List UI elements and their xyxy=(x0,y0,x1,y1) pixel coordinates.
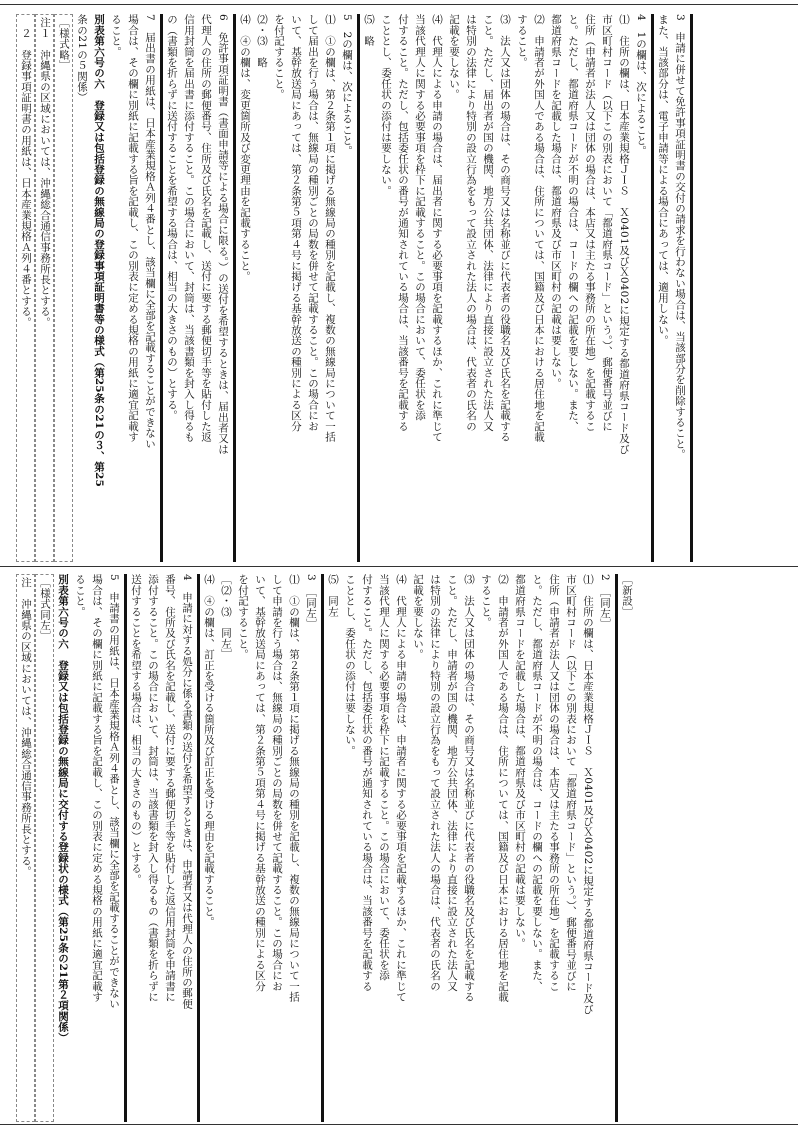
top-panel-line: 代理人の住所の郵便番号、住所及び氏名を記載し、送付に要する郵便切手等を貼付した返 xyxy=(200,14,212,442)
top-panel-line: いて、基幹放送局にあっては、第２条第５項第４号に掲げる基幹放送の種別による区分 xyxy=(290,14,302,432)
bottom-panel-line: ⑶ 法人又は団体の場合は、その商号又は名称並びに代表者の役職名及び氏名を記載する xyxy=(463,574,475,1002)
top-panel-line: 信用封筒を届出書に添付すること。この場合において、封筒は、当該書類を封入し得るも xyxy=(183,14,195,442)
bottom-panel-line: 添付すること。この場合において、封筒は、当該書類を封入し得るもの（書類を折らずに xyxy=(147,574,159,1002)
top-panel-line: すること。 xyxy=(516,14,528,68)
top-panel-line: ⑷ 代理人による申請の場合は、届出者に関する必要事項を記載するほか、これに準じて xyxy=(431,14,443,442)
top-panel-line: して届出を行う場合は、無線局の種別ごとの局数を併せて記載すること。この場合にお xyxy=(307,14,319,432)
top-panel-line: 4 1の欄は、次によること。 xyxy=(632,14,654,562)
bottom-panel-line: こととし、委任状の添付は要しない。 xyxy=(344,574,356,756)
bottom-panel-line: ること。 xyxy=(74,574,86,617)
bottom-panel-line: 別表第六号の六 登録又は包括登録の無線局に交付する登録状の様式（第25条の21第２項関係） xyxy=(57,574,69,1043)
bottom-panel-line: ⑵ 申請者が外国人である場合は、住所については、国籍及び日本における居住地を記載 xyxy=(497,574,509,1002)
top-panel-line: 当該代理人に関する必要事項を枠下に記載すること。この場合において、委任状を添 xyxy=(414,14,426,421)
top-panel-line: ⑷ ④の欄は、変更箇所及び変更理由を記載すること。 xyxy=(239,14,251,282)
top-panel-line: 記載を要しない。 xyxy=(448,14,460,100)
top-panel-line: こととし、委任状の添付は要しない。 xyxy=(380,14,392,196)
bottom-panel-line: ⑴ 住所の欄は、日本産業規格ＪＩＳ Ｘ0401及びＸ0402に規定する都道府県コード及び xyxy=(582,574,594,1015)
bottom-panel-line: 注 沖縄県の区域においては、沖縄総合通信事務所長とする。 xyxy=(16,574,35,1122)
bottom-panel-line: 付すること。ただし、包括委任状の番号が通知されている場合は、当該番号を記載する xyxy=(361,574,373,992)
bottom-panel-line: 送付することを希望する場合は、相当の大きさのもの）とする。 xyxy=(130,574,142,885)
bottom-panel-line: 都道府県コードを記載した場合は、都道府県及び市区町村の記載は要しない。 xyxy=(514,574,526,949)
bottom-panel-line: と。ただし、都道府県コードが不明の場合は、コードの欄への記載を要しない。また、 xyxy=(531,574,543,992)
bottom-panel-line: 4 申請に対する処分に係る書類の送付を希望するときは、申請者又は代理人の住所の郵便 xyxy=(178,574,200,1122)
top-panel-line: と。ただし、都道府県コードが不明の場合は、コードの欄への記載を要しない。また、 xyxy=(567,14,579,432)
bottom-panel-line: ⑸ 同左 xyxy=(327,574,339,617)
top-panel-line: の（書類を折らずに送付することを希望する場合は、相当の大きさのもの）とする。 xyxy=(166,14,178,421)
top-panel-amended-text xyxy=(16,14,782,562)
bottom-panel-line: 記載を要しない。 xyxy=(412,574,424,660)
top-panel-line: 場合は、その欄に別紙に記載する旨を記載し、この別表に定める規格の用紙に適宜記載す xyxy=(127,14,139,442)
top-panel-line: ること。 xyxy=(110,14,122,57)
bottom-panel-line: ⑴ ①の欄は、第２条第１項に掲げる無線局の種別を記載し、複数の無線局について一括 xyxy=(288,574,300,1002)
top-panel-line: を付記すること。 xyxy=(273,14,285,100)
bottom-panel-current-text xyxy=(16,574,782,1122)
top-panel-line: ⑵ 申請者が外国人である場合は、住所については、国籍及び日本における居住地を記載 xyxy=(533,14,545,442)
bottom-panel-line: ［様式同左］ xyxy=(35,574,54,1122)
top-panel-line: 付すること。ただし、包括委任状の番号が通知されている場合は、当該番号を記載する xyxy=(397,14,409,432)
top-rule xyxy=(0,4,798,5)
bottom-panel-line: を付記すること。 xyxy=(237,574,249,660)
top-panel-line: 3 申請に併せて免許事項証明書の交付の請求を行わない場合は、当該部分を削除すること。 xyxy=(671,14,693,562)
top-panel-line: 住所（申請者が法人又は団体の場合は、本店又は主たる事務所の所在地）を記載するこ xyxy=(584,14,596,432)
top-panel-line: 市区町村コード（以下この別表において「都道府県コード」という。）、郵便番号並びに xyxy=(601,14,613,432)
bottom-panel-line: 市区町村コード（以下この別表において「都道府県コード」という。）、郵便番号並びに xyxy=(565,574,577,992)
bottom-panel-line: 5 申請書の用紙は、日本産業規格Ａ列４番とし、該当欄に全部を記載することができない xyxy=(105,574,127,1122)
bottom-panel-line: 2 ［同左］ xyxy=(596,574,618,1122)
bottom-panel-line: ［⑵・⑶ 同左］ xyxy=(220,574,232,660)
top-panel-line: ⑸ 略 xyxy=(363,14,375,47)
top-panel-line: ［様式略］ xyxy=(54,14,73,562)
top-panel-line: 条の21の５関係） xyxy=(76,14,88,103)
bottom-panel-line: 当該代理人に関する必要事項を枠下に記載すること。この場合において、委任状を添 xyxy=(378,574,390,981)
top-panel-line: 別表第六号の六 登録又は包括登録の無線局の登録事項証明書等の様式（第25条の21の３、第25 xyxy=(93,14,105,488)
bottom-panel-line: 住所（申請者が法人又は団体の場合は、本店又は主たる事務所の所在地）を記載するこ xyxy=(548,574,560,992)
bottom-panel-line: して申請を行う場合は、無線局の種別ごとの局数を併せて記載すること。この場合にお xyxy=(271,574,283,992)
bottom-panel-line: 場合は、その欄に別紙に記載する旨を記載し、この別表に定める規格の用紙に適宜記載す xyxy=(91,574,103,1002)
top-panel-line: ⑵・⑶ 略 xyxy=(256,14,268,68)
bottom-panel-column xyxy=(16,574,639,1122)
top-panel-line: 7 届出書の用紙は、日本産業規格Ａ列４番とし、該当欄に全部を記載することができない xyxy=(141,14,163,562)
bottom-panel-line: すること。 xyxy=(480,574,492,628)
top-panel-line: また、当該部分は、電子申請等による場合にあっては、適用しない。 xyxy=(657,14,669,346)
top-panel-column xyxy=(16,14,697,562)
top-panel-line: ２ 登録事項証明書の用紙は、日本産業規格Ａ列４番とする。 xyxy=(16,14,35,562)
bottom-panel-line: いて、基幹放送局にあっては、第２条第５項第４号に掲げる基幹放送の種別による区分 xyxy=(254,574,266,992)
bottom-panel-line: ⑷ 代理人による申請の場合は、申請者に関する必要事項を記載するほか、これに準じて xyxy=(395,574,407,1002)
top-panel-line: 5 2の欄は、次によること。 xyxy=(338,14,360,562)
bottom-rule xyxy=(0,1124,798,1125)
bottom-panel-line: 3 ［同左］ xyxy=(302,574,324,1122)
panel-divider xyxy=(0,566,798,567)
bottom-panel-line: ［新設］ xyxy=(621,574,633,617)
bottom-panel-line: ⑷ ④の欄は、訂正を受ける箇所及び訂正を受ける理由を記載すること。 xyxy=(203,574,215,928)
bottom-panel-line: 番号、住所及び氏名を記載し、送付に要する郵便切手等を貼付した返信用封筒を申請書に xyxy=(164,574,176,1002)
top-panel-line: こと。ただし、届出者が国の機関、地方公共団体、法律により直接に設立された法人又 xyxy=(482,14,494,432)
top-panel-line: は特別の法律により特別の設立行為をもって設立された法人の場合は、代表者の氏名の xyxy=(465,14,477,432)
bottom-panel-line: こと。ただし、申請者が国の機関、地方公共団体、法律により直接に設立された法人又 xyxy=(446,574,458,992)
bottom-panel-line: は特別の法律により特別の設立行為をもって設立された法人の場合は、代表者の氏名の xyxy=(429,574,441,992)
top-panel-line: ⑴ ①の欄は、第２条第１項に掲げる無線局の種別を記載し、複数の無線局について一括 xyxy=(324,14,336,442)
top-panel-line: 注１ 沖縄県の区域においては、沖縄総合通信事務所長とする。 xyxy=(35,14,54,562)
top-panel-line: ⑴ 住所の欄は、日本産業規格ＪＩＳ Ｘ0401及びＸ0402に規定する都道府県コード及び xyxy=(618,14,630,455)
top-panel-line: ⑶ 法人又は団体の場合は、その商号又は名称並びに代表者の役職名及び氏名を記載する xyxy=(499,14,511,442)
top-panel-line: 6 免許事項証明書（書面申請等による場合に限る。）の送付を希望するときは、届出者又は xyxy=(214,14,236,562)
top-panel-line: 都道府県コードを記載した場合は、都道府県及び市区町村の記載は要しない。 xyxy=(550,14,562,389)
